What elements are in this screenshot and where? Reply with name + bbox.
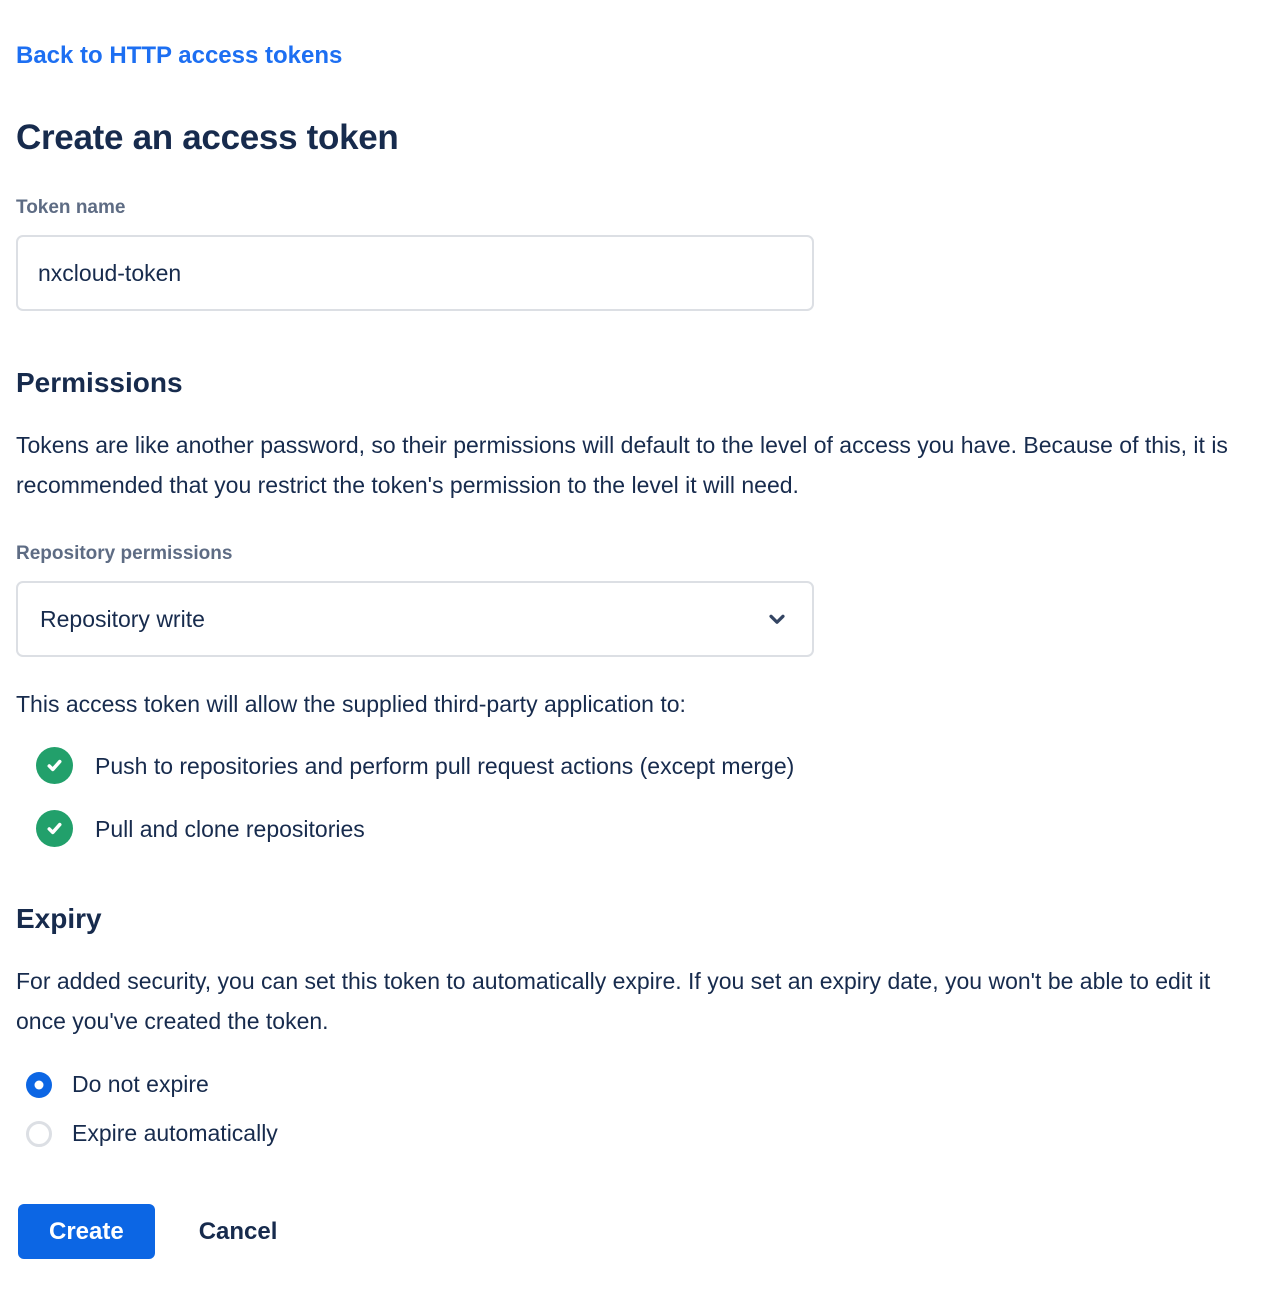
token-name-input[interactable] [16,235,814,311]
back-to-http-access-tokens-link[interactable]: Back to HTTP access tokens [16,42,343,69]
token-name-label: Token name [16,197,126,218]
radio-label: Expire automatically [72,1120,278,1146]
radio-selected-icon[interactable] [26,1072,52,1098]
radio-label: Do not expire [72,1071,209,1097]
capability-item [16,810,1258,847]
form-actions [16,1204,1258,1259]
allow-intro-text: This access token will allow the supplied third-party application to: [16,691,686,717]
expiry-radio-group [16,1071,1258,1147]
capability-list [16,747,1258,847]
radio-option-do-not-expire[interactable] [26,1071,1258,1098]
expiry-description: For added security, you can set this token to automatically expire. If you set an expiry date, you won't be able to edit it once you've created the token. [16,968,1211,1034]
capability-text: Push to repositories and perform pull request actions (except merge) [95,752,795,779]
capability-text: Pull and clone repositories [95,815,365,842]
repository-permissions-select[interactable] [16,581,814,657]
expiry-heading: Expiry [16,903,102,934]
capability-item [16,747,1258,784]
permissions-heading: Permissions [16,367,183,398]
check-icon [36,747,73,784]
check-icon [36,810,73,847]
repository-permissions-label: Repository permissions [16,543,233,564]
create-button[interactable]: Create [18,1204,155,1259]
repository-permissions-selected-value: Repository write [40,605,205,632]
radio-unselected-icon[interactable] [26,1121,52,1147]
page-title: Create an access token [16,118,399,157]
radio-option-expire-automatically[interactable] [26,1120,1258,1147]
chevron-down-icon [764,606,790,632]
permissions-description: Tokens are like another password, so their permissions will default to the level of access you have. Because of this, it is recommended that you restrict the token's permission to the level it will need. [16,432,1228,498]
cancel-button[interactable]: Cancel [198,1217,278,1245]
